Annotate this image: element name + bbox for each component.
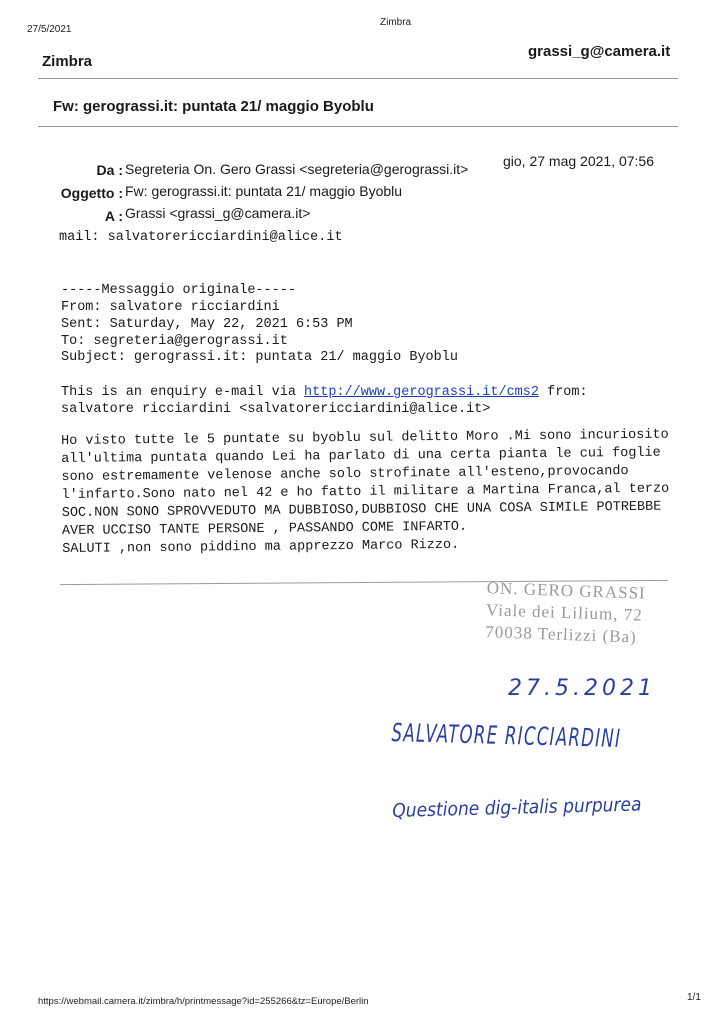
from-label: Da : [96, 162, 123, 178]
from-value: Segreteria On. Gero Grassi <segreteria@gerograssi.it> [125, 161, 469, 177]
stamp-line: ON. GERO GRASSI [486, 578, 647, 603]
header-divider [38, 78, 678, 79]
to-value: Grassi <grassi_g@camera.it> [125, 205, 311, 221]
to-label: A : [104, 208, 123, 224]
subject-value: Fw: gerograssi.it: puntata 21/ maggio Byoblu [125, 183, 403, 199]
enquiry-line [61, 385, 588, 400]
stamp-line: Viale dei Lilium, 72 [485, 600, 644, 625]
mail-line: mail: salvatorericciardini@alice.it [59, 230, 343, 245]
address-stamp [485, 577, 646, 649]
page-number: 1/1 [687, 992, 701, 1003]
app-name: Zimbra [42, 53, 93, 70]
body-line: Ho visto tutte le 5 puntate su byoblu sul delitto Moro .Mi sono incuriosito [61, 427, 669, 449]
original-to: To: segreteria@gerograssi.it [61, 334, 288, 349]
body-line: sono estremamente velenose anche solo strofinate all'esteno,provocando [61, 464, 629, 485]
footer-url: https://webmail.camera.it/zimbra/h/printmessage?id=255266&tz=Europe/Berlin [38, 996, 369, 1007]
original-separator: -----Messaggio originale----- [61, 283, 296, 298]
enquiry-sender: salvatore ricciardini <salvatorericciardini@alice.it> [61, 402, 491, 417]
original-from: From: salvatore ricciardini [61, 300, 280, 315]
handwritten-date: 27.5.2021 [508, 676, 656, 701]
account-email: grassi_g@camera.it [528, 43, 671, 60]
date-value: gio, 27 mag 2021, 07:56 [503, 153, 655, 169]
print-date: 27/5/2021 [27, 24, 72, 35]
original-sent: Sent: Saturday, May 22, 2021 6:53 PM [61, 317, 353, 332]
body-line: l'infarto.Sono nato nel 42 e ho fatto il militare a Martina Franca,al terzo [61, 481, 670, 503]
original-subject: Subject: gerograssi.it: puntata 21/ maggio Byoblu [61, 350, 458, 365]
enquiry-prefix: This is an enquiry e-mail via [61, 385, 305, 400]
body-line: all'ultima puntata quando Lei ha parlato di una certa pianta le cui foglie [61, 445, 661, 467]
enquiry-link[interactable]: http://www.gerograssi.it/cms2 [304, 385, 539, 400]
handwritten-note: Questione dig-italis purpurea [392, 793, 642, 822]
handwritten-name: SALVATORE RICCIARDINI [391, 718, 622, 754]
subject-label: Oggetto : [60, 185, 123, 201]
message-body [61, 428, 670, 560]
subject-divider [38, 126, 678, 127]
print-title: Zimbra [380, 17, 412, 28]
stamp-line: 70038 Terlizzi (Ba) [484, 622, 638, 647]
enquiry-suffix: from: [539, 385, 588, 400]
body-line: SOC.NON SONO SPROVVEDUTO MA DUBBIOSO,DUBBIOSO CHE UNA COSA SIMILE POTREBBE [61, 499, 662, 521]
message-subject-title: Fw: gerograssi.it: puntata 21/ maggio Byoblu [53, 98, 374, 115]
body-line: AVER UCCISO TANTE PERSONE , PASSANDO COME INFARTO. [61, 519, 468, 539]
body-line: SALUTI ,non sono piddino ma apprezzo Marco Rizzo. [62, 537, 460, 557]
